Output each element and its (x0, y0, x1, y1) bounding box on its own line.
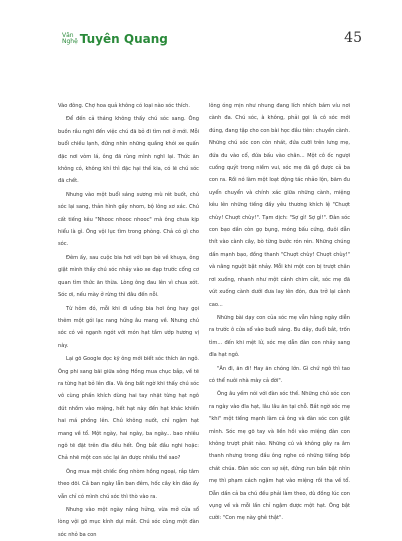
paragraph: lông óng mịn như nhung đang lích nhích bám víu nơi cành đa. Chú sóc, à không, phải gọi là cô sóc mới đúng, đang tập cho con bài học đầu tiên: chuyền cành. Những chú sóc con còn nhát, đứa cưỡi trên lưng mẹ, đứa đu vào cổ, đứa bấu vào chân... Một cô ốc ngượi cuống quýt trong niềm vui, sóc mẹ đã gồ được cả ba con ra. Rồi nó làm một loạt động tác nhảo lộn, băm đu uyển chuyển và chính xác giữa những cành, miệng kêu lên những tiếng đầy yêu thương khích lệ "Chuợt chùy! Chuợt chùy!". Tạm dịch: "Sợ gì! Sợ gì!". Đàn sóc con bạo dần còn gọ bụng, móng bấu cứng, đuôi dẫn thít vào cành cây, bò từng bước rón rén. Những chúng dần mạnh bạo, đồng thanh "Chuợt chùy! Chuợt chùy!" và nâng nguột bật nhảy. Mỗi khi một con bị trượt chân rơi xuống, nhanh như một cánh chim cắt, sóc mẹ đã vút xuống cành dưới đưa lay lên đón, đưa trở lại cành cao... (209, 103, 350, 308)
paragraph: Những bài dạy con của sóc mẹ vẫn hằng ngày diễn ra trước ô cửa sổ vào buổi sáng. Bu dây, đuổi bắt, trốn tìm... đến khi mệt lử, sóc mẹ dẫn đàn con nhảy sang đĩa hạt ngô. (209, 314, 350, 359)
logo-title: Tuyên Quang (79, 32, 168, 46)
page-number: 45 (344, 30, 362, 46)
paragraph: Nhưng vào một buổi sáng sương mù rét buốt, chú sóc lại sang, thản hình gầy nhom, bộ lông xơ xác. Chú cất tiếng kêu "Nhooc nhooc nhooc" mà ông chưa kịp hiểu là gì. Ông vội lục tìm trong phòng. Chả có gì cho sóc. (58, 191, 199, 248)
right-column (209, 100, 350, 522)
article-body (58, 100, 350, 538)
paragraph: Ông âu yếm nói với đàn sóc thế. Những chú sóc con ra ngày vào đĩa hạt, lâu lâu ăn tại chỗ. Bắt ngờ sóc mẹ "khi" một tiếng mạnh làm cả ông và đàn sóc con giật mình. Sóc mẹ gõ tay và liền hồi vào miệng đàn con không trượt phát nào. Những cú và không gây ra âm thanh nhưng trong đầu ông nghe có những tiếng bốp chát chúa. Đàn sóc con sợ sệt, đứng run bần bật nhìn mẹ thì phạm cách ngậm hạt vào miệng rồi tha về tổ. Dẫn dần cả ba chú đều phải làm theo, dù đồng lúc con vụng về và mỗi lần chỉ ngậm được một hạt. Ông bật cười: "Con mẹ này ghê thật". (209, 391, 350, 522)
paragraph: Ông mua một chiếc ống nhòm hồng ngoại, rắp tâm theo dõi. Cả ban ngày lẫn ban đêm, hốc cây kín đáo ấy vẫn chỉ có mình chú sóc thì thò vào ra. (58, 468, 199, 500)
paragraph: Nhưng vào một ngày nắng hửng, vừa mở cửa sổ lòng vội gõ mục kính dụi mắt. Chú sóc cùng một đàn sóc nhỏ ba con (58, 507, 199, 538)
paragraph: Từ hôm đó, mỗi khi đi uống bia hơi ông hay gọi thêm một gói lạc rang hứng âu mang về. Nhưng chú sóc có vẻ ngạnh ngót với món hạt tầm ướp hương vị này. (58, 305, 199, 349)
logo-small-text (62, 33, 78, 45)
paragraph: Đêm ấy, sau cuộc bia hơi với bạn bè về khuya, ông giật mình thấy chú sóc nhảy vào xe đạp trước cổng cơ quan tìm thức ăn thừa. Lòng ông đau lên vì chua xót. Sóc ơi, nếu mày ở rừng thì đâu đến nỗi. (58, 254, 199, 299)
page-header (0, 0, 402, 72)
logo-line-1: Văn (62, 32, 74, 39)
magazine-logo (62, 32, 168, 46)
paragraph: Lại gõ Google đọc kỹ ông mới biết sóc thích ăn ngô. Ông phi sang bãi giữa sông Hồng mua chục bắp, về tẽ ra từng hạt bỏ lên đĩa. Và ông bất ngờ khi thấy chú sóc vô cùng phấn khích dùng hai tay nhặt từng hạt ngô đút nhồm vào miệng, hết hạt này đến hạt khác khiến hai má phồng lên. Chú không nuốt, chỉ ngậm hạt mang về tổ. Một ngày, hai ngày, ba ngày... bao nhiêu ngô tẽ đặt trên đĩa đều hết. Ông bắt đầu nghi hoặc: Chả nhẽ một con sóc lại ăn được nhiều thế sao? (58, 356, 199, 462)
paragraph: "Ăn đi, ăn đi! Hay ăn chóng lớn. Gì chứ ngô thì tao có thể nuôi nhà mày cả đời". (209, 365, 350, 384)
paragraph: Để đến cả tháng không thấy chú sóc sang. Ông buồn rầu nghĩ đến việc chú đã bỏ đi tìm nơi ở mới. Mỗi buổi chiều lạnh, đứng nhìn những quầng khói xe quấn đặc nơi vòm lá, ông đã rùng mình nghĩ lại. Thức ăn không có, không khí thì đặc hại thế kia, có lẽ chú sóc đã chết. (58, 116, 199, 185)
logo-line-2: Nghệ (62, 38, 78, 45)
left-column (58, 100, 199, 538)
paragraph: Vào đông. Chợ hoa quả không có loại nào sóc thích. (58, 103, 190, 109)
